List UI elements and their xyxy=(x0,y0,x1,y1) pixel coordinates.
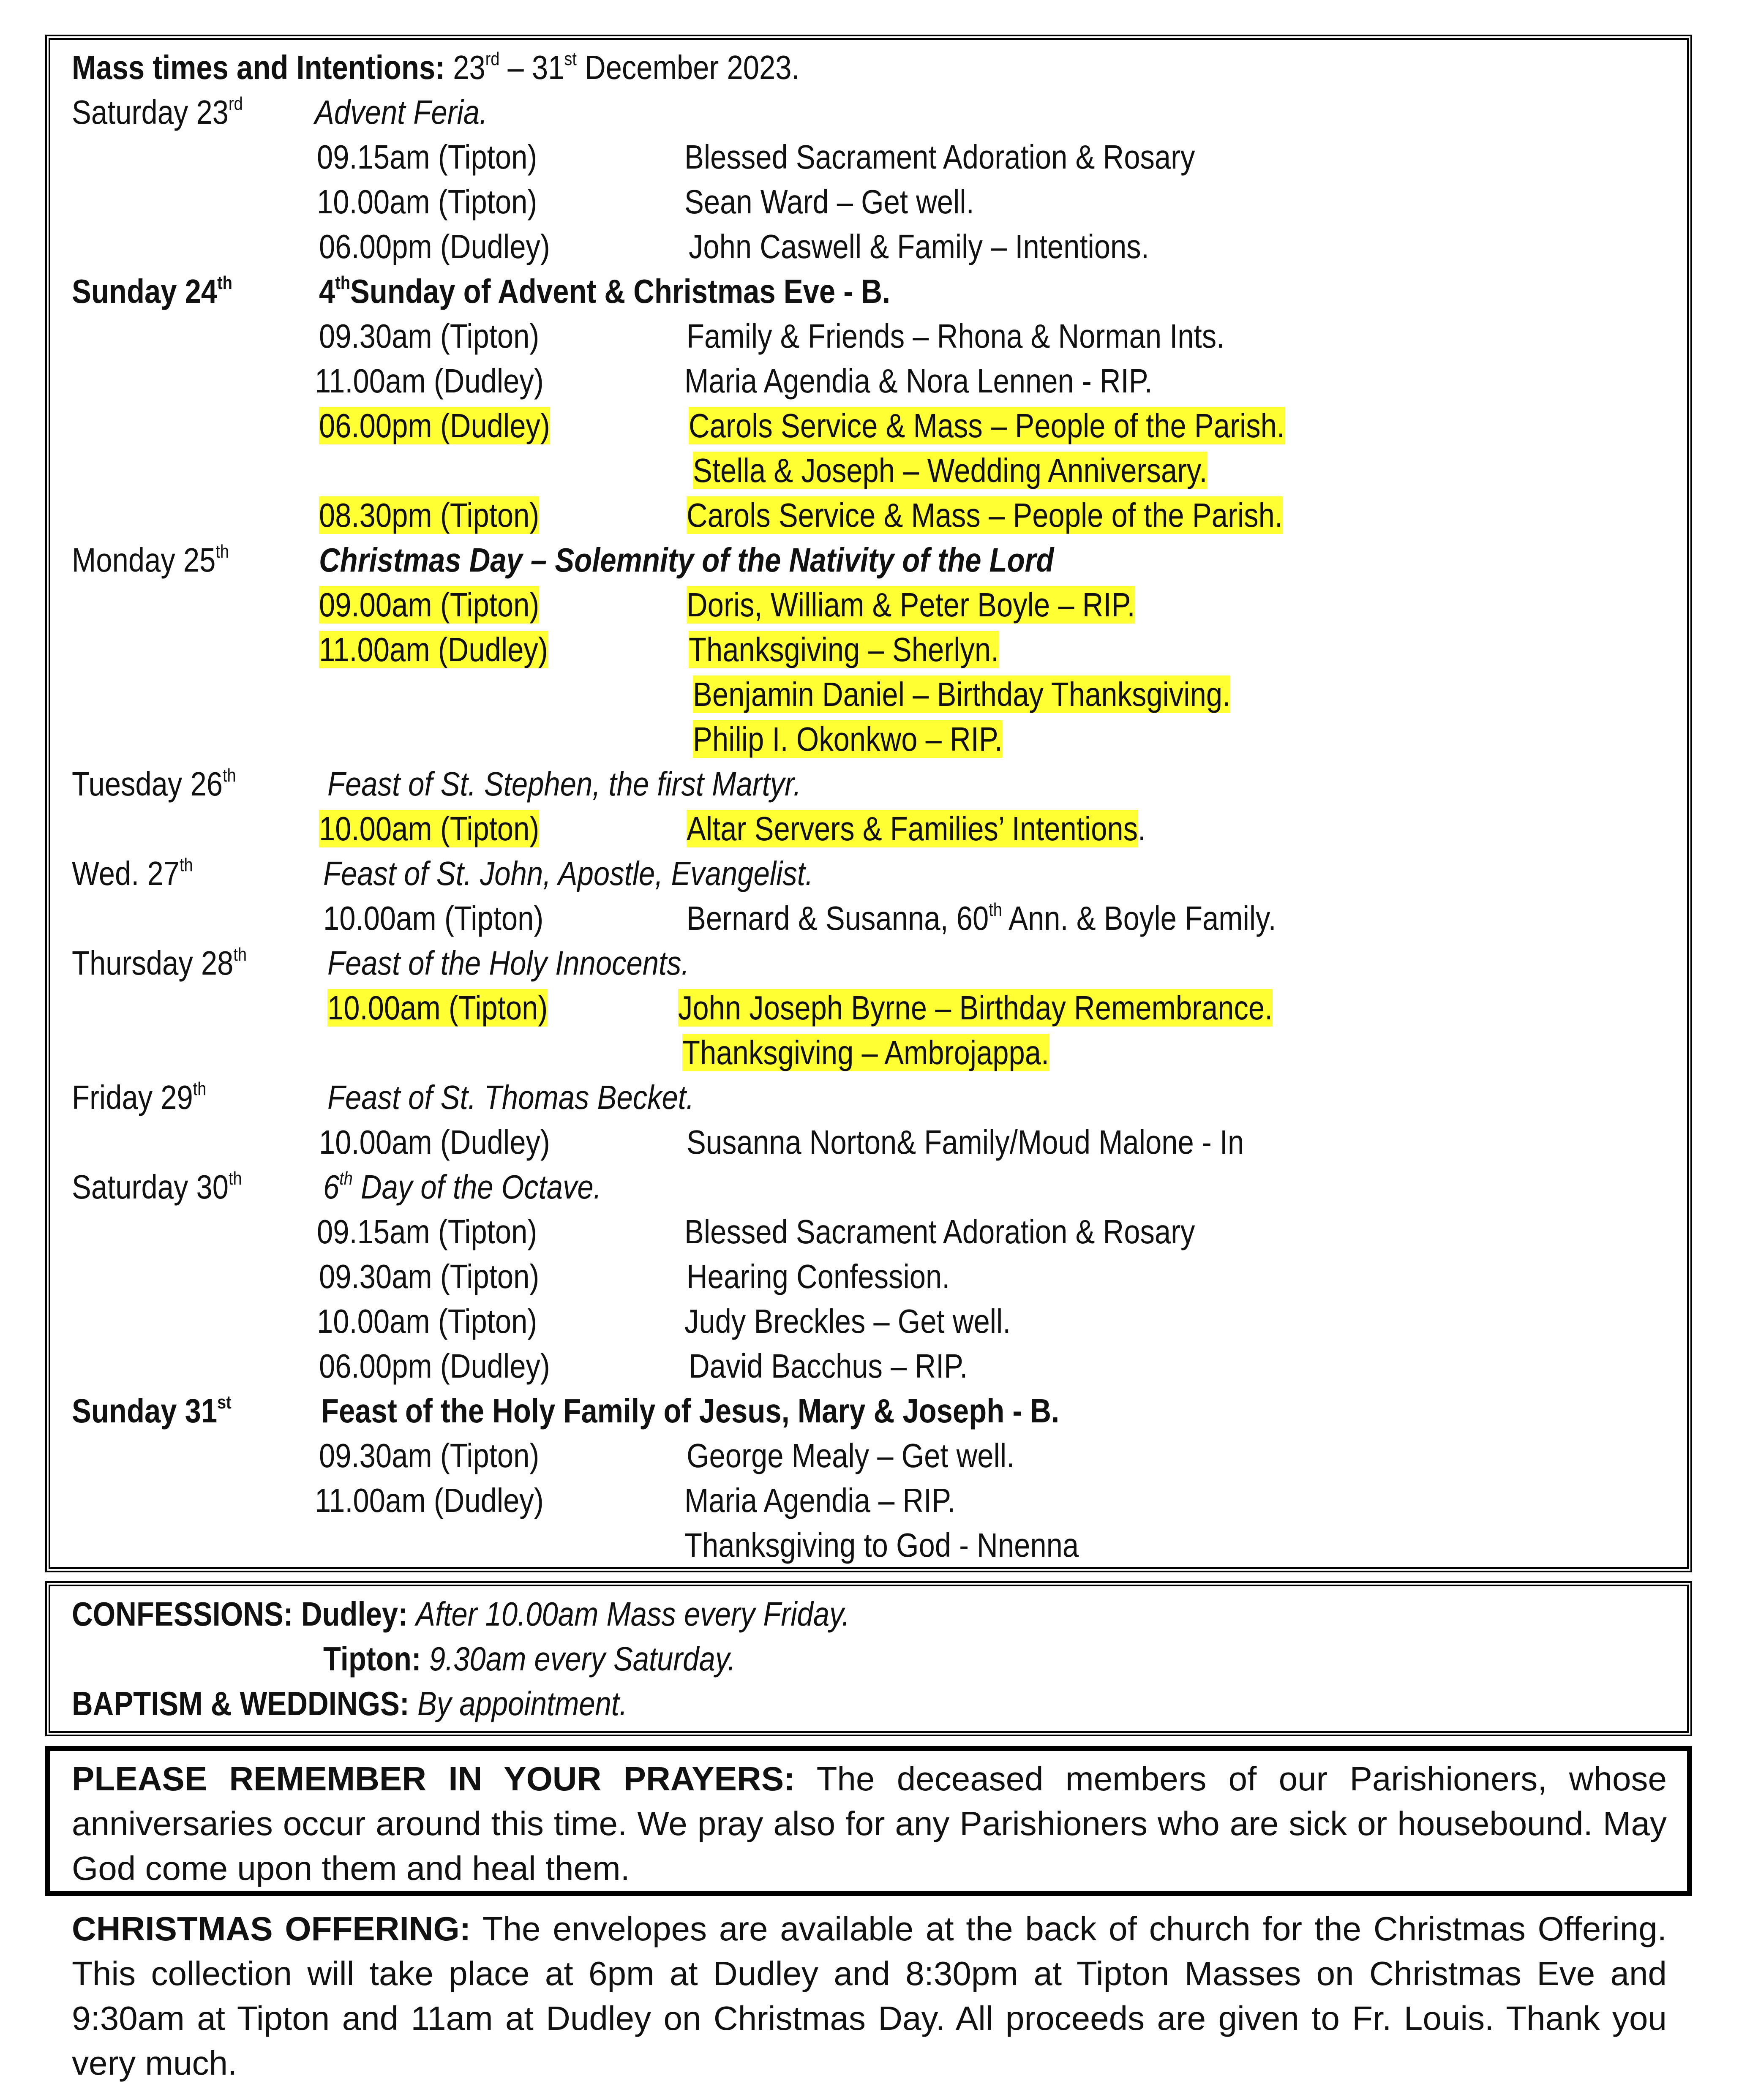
mass-time: 06.00pm (Dudley) xyxy=(319,1347,550,1385)
prayers-paragraph: PLEASE REMEMBER IN YOUR PRAYERS: The deceased members of our Parishioners, whose anniversaries occur around this time. We pray also for any Parishioners who are sick or housebound. May God come upon them and heal them. xyxy=(72,1760,1667,1887)
mass-intention: Hearing Confession. xyxy=(687,1258,950,1295)
feast-title: Feast of the Holy Innocents. xyxy=(327,944,690,982)
feast-title: Feast of the Holy Family of Jesus, Mary & Joseph - B. xyxy=(321,1392,1060,1430)
mass-time: 09.00am (Tipton) xyxy=(319,586,540,624)
mass-intention: Thanksgiving – Sherlyn. xyxy=(689,631,999,668)
mass-time: 09.30am (Tipton) xyxy=(319,1258,540,1295)
feast-title: Christmas Day – Solemnity of the Nativity of the Lord xyxy=(319,541,1054,579)
day-label: Friday 29th xyxy=(72,1079,207,1116)
mass-time: 11.00am (Dudley) xyxy=(315,362,544,400)
mass-time: 11.00am (Dudley) xyxy=(315,1482,544,1519)
mass-time: 10.00am (Tipton) xyxy=(317,183,537,221)
mass-intention: Judy Breckles – Get well. xyxy=(684,1302,1011,1340)
mass-intention: Blessed Sacrament Adoration & Rosary xyxy=(684,1213,1195,1250)
feast-title: 4thSunday of Advent & Christmas Eve - B. xyxy=(319,272,891,310)
mass-intention: Benjamin Daniel – Birthday Thanksgiving. xyxy=(693,675,1231,713)
mass-time: 11.00am (Dudley) xyxy=(319,631,548,668)
mass-time: 09.30am (Tipton) xyxy=(319,1437,540,1474)
mass-intention: Thanksgiving to God - Nnenna xyxy=(684,1526,1079,1564)
mass-intention: Susanna Norton& Family/Moud Malone - In xyxy=(687,1123,1244,1161)
feast-title: Feast of St. John, Apostle, Evangelist. xyxy=(323,855,814,892)
feast-title: 6th Day of the Octave. xyxy=(323,1168,602,1206)
day-label: Sunday 31st xyxy=(72,1392,232,1430)
feast-title: Feast of St. Stephen, the first Martyr. xyxy=(327,765,801,803)
mass-intention: David Bacchus – RIP. xyxy=(689,1347,968,1385)
confessions-dudley: CONFESSIONS: Dudley: After 10.00am Mass every Friday. xyxy=(72,1595,850,1633)
mass-time: 10.00am (Dudley) xyxy=(319,1123,550,1161)
mass-time: 10.00am (Tipton) xyxy=(323,899,544,937)
offering-paragraph: CHRISTMAS OFFERING: The envelopes are available at the back of church for the Christmas Offering. This collection will take place at 6pm at Dudley and 8:30pm at Tipton Masses on Christmas Eve and 9:30am at Tipton and 11am at Dudley on Christmas Day. All proceeds are given to Fr. Louis. Thank you very much. xyxy=(72,1910,1667,2082)
mass-intention: Maria Agendia & Nora Lennen - RIP. xyxy=(684,362,1153,400)
mass-intention: John Caswell & Family – Intentions. xyxy=(689,228,1149,265)
mass-time: 10.00am (Tipton) xyxy=(327,989,548,1027)
mass-intention: John Joseph Byrne – Birthday Remembrance. xyxy=(678,989,1273,1027)
day-label: Thursday 28th xyxy=(72,944,247,982)
mass-intention: Philip I. Okonkwo – RIP. xyxy=(693,720,1003,758)
day-label: Sunday 24th xyxy=(72,272,232,310)
day-label: Monday 25th xyxy=(72,541,229,579)
mass-intention: Carols Service & Mass – People of the Parish. xyxy=(689,407,1285,444)
mass-intention: Thanksgiving – Ambrojappa. xyxy=(682,1034,1049,1071)
mass-intention: Carols Service & Mass – People of the Parish. xyxy=(687,496,1283,534)
day-label: Tuesday 26th xyxy=(72,765,236,803)
mass-time: 09.15am (Tipton) xyxy=(317,1213,537,1250)
mass-intention: Family & Friends – Rhona & Norman Ints. xyxy=(687,317,1225,355)
feast-title: Advent Feria. xyxy=(315,93,488,131)
mass-time: 06.00pm (Dudley) xyxy=(319,407,550,444)
mass-time: 10.00am (Tipton) xyxy=(317,1302,537,1340)
mass-times-heading: Mass times and Intentions: 23rd – 31st December 2023. xyxy=(72,49,800,86)
mass-intention: Altar Servers & Families’ Intentions. xyxy=(687,810,1146,847)
baptism-weddings: BAPTISM & WEDDINGS: By appointment. xyxy=(72,1685,628,1722)
confessions-tipton: Tipton: 9.30am every Saturday. xyxy=(323,1640,736,1678)
mass-intention: Blessed Sacrament Adoration & Rosary xyxy=(684,138,1195,176)
feast-title: Feast of St. Thomas Becket. xyxy=(327,1079,694,1116)
day-label: Saturday 30th xyxy=(72,1168,242,1206)
day-label: Saturday 23rd xyxy=(72,93,243,131)
mass-intention: Sean Ward – Get well. xyxy=(684,183,974,221)
mass-intention: Stella & Joseph – Wedding Anniversary. xyxy=(693,452,1207,489)
mass-time: 09.30am (Tipton) xyxy=(319,317,540,355)
mass-intention: George Mealy – Get well. xyxy=(687,1437,1015,1474)
mass-time: 10.00am (Tipton) xyxy=(319,810,540,847)
mass-intention: Doris, William & Peter Boyle – RIP. xyxy=(687,586,1135,624)
mass-intention: Maria Agendia – RIP. xyxy=(684,1482,956,1519)
mass-time: 08.30pm (Tipton) xyxy=(319,496,540,534)
mass-time: 09.15am (Tipton) xyxy=(317,138,537,176)
day-label: Wed. 27th xyxy=(72,855,193,892)
mass-intention: Bernard & Susanna, 60th Ann. & Boyle Family. xyxy=(687,899,1276,937)
mass-time: 06.00pm (Dudley) xyxy=(319,228,550,265)
